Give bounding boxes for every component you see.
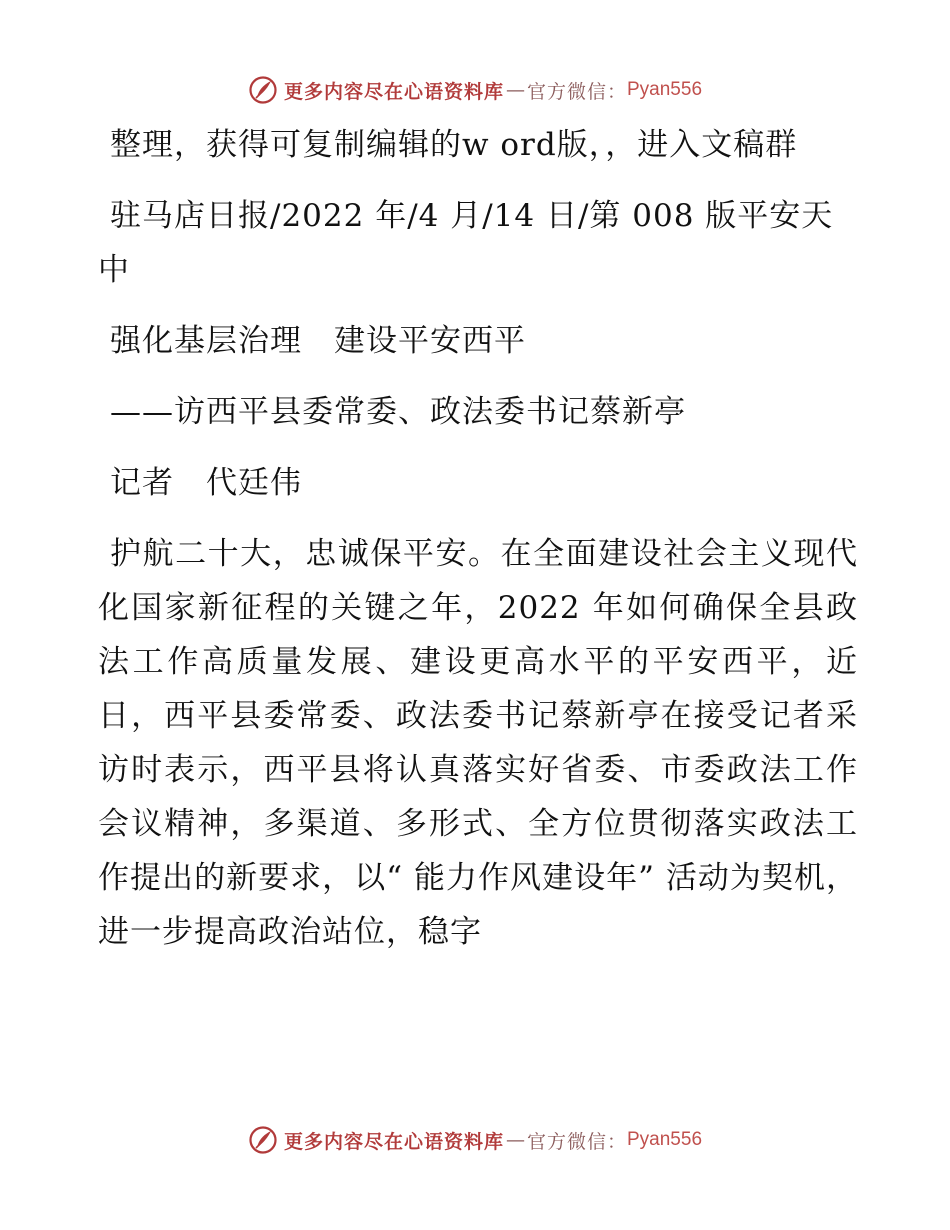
bottom-watermark-banner [0, 1120, 950, 1160]
quill-circle-icon [248, 75, 278, 105]
doc-headline: 强化基层治理 建设平安西平 [110, 323, 526, 359]
banner-wechat-id: Pyan556 [627, 79, 703, 100]
doc-paragraph-intro: 整理，获得可复制编辑的w ord版，，进入文稿群 [110, 127, 798, 163]
doc-paragraph-body: 护航二十大，忠诚保平安。在全面建设社会主义现代化国家新征程的关键之年，2022 年如何确保全县政法工作高质量发展、建设更高水平的平安西平，近日，西平县委常委、政法委书记蔡新亭在接受记者采访时表示，西平县将认真落实好省委、市委政法工作会议精神，多渠道、多形式、全方位贯彻落实政法工作提出的新要求，以“ 能力作风建设年” 活动为契机，进一步提高政治站位，稳字 [98, 536, 858, 950]
banner-main-text: 更多内容尽在心语资料库 [283, 1130, 504, 1153]
top-watermark-banner [0, 70, 950, 110]
document-body [98, 118, 858, 976]
doc-paragraph-source: 驻马店日报/2022 年/4 月/14 日/第 008 版平安天中 [98, 198, 834, 288]
quill-circle-icon [248, 1125, 278, 1155]
doc-subheadline: ——访西平县委常委、政法委书记蔡新亭 [110, 394, 686, 430]
banner-separator: — [505, 79, 525, 101]
banner-main-text: 更多内容尽在心语资料库 [283, 80, 504, 103]
banner-separator: — [505, 1129, 525, 1151]
banner-wechat-label: 官方微信： [526, 1130, 627, 1153]
banner-wechat-id: Pyan556 [627, 1129, 703, 1150]
banner-wechat-label: 官方微信： [526, 80, 627, 103]
doc-byline: 记者 代廷伟 [110, 465, 302, 501]
